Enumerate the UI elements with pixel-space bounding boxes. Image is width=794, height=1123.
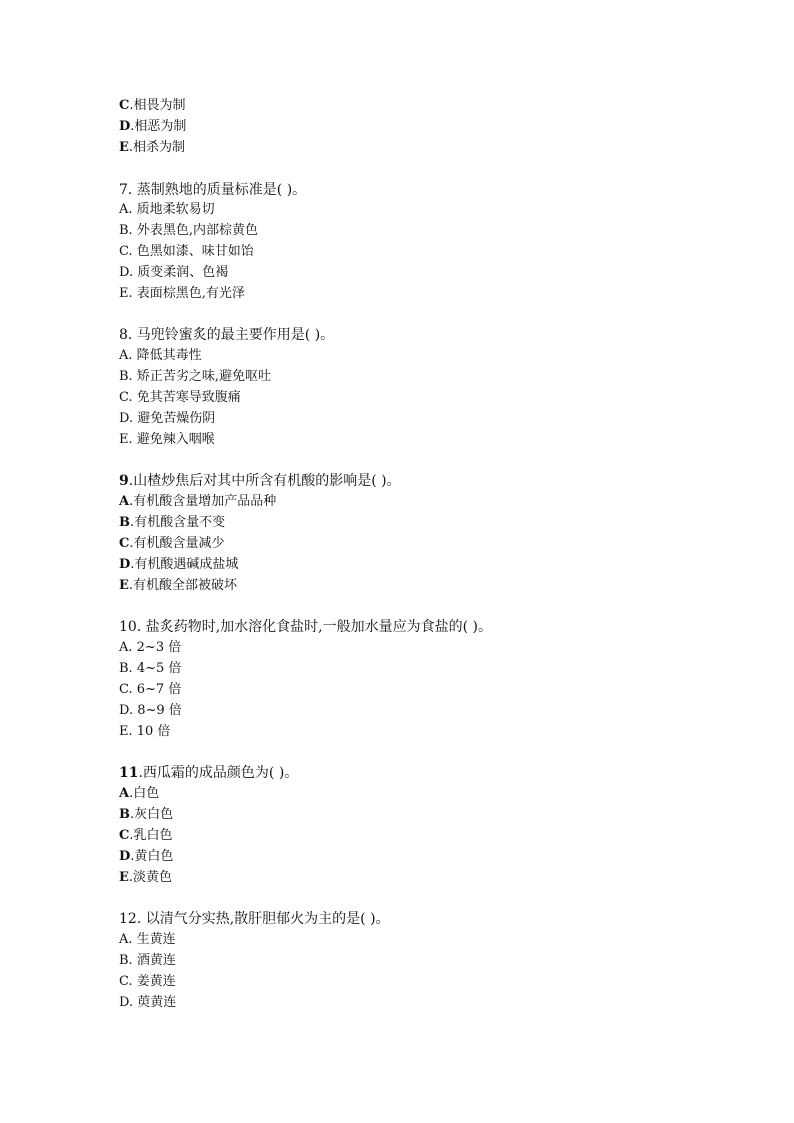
q7-option-e: E. 表面棕黑色,有光泽	[119, 286, 245, 301]
q6-option-e	[119, 138, 185, 158]
option-text: .有机酸含量增加产品品种	[129, 494, 277, 509]
option-text: .有机酸含量减少	[129, 536, 225, 551]
q11-option-c	[119, 826, 173, 846]
q10-option-a: A. 2~3 倍	[119, 640, 182, 655]
q11-option-e	[119, 868, 172, 888]
option-letter: A	[119, 786, 130, 801]
q6-option-d	[119, 117, 186, 137]
option-letter: C	[119, 98, 130, 113]
q12-option-a: A. 生黄连	[119, 932, 176, 947]
option-text: .有机酸全部被破坏	[128, 578, 238, 593]
q7-option-b: B. 外表黑色,内部棕黄色	[119, 223, 258, 238]
q10-option-c: C. 6~7 倍	[119, 682, 182, 697]
q8-option-c: C. 免其苦寒导致腹痛	[119, 390, 241, 405]
q9-option-a	[119, 492, 276, 512]
q10-option-e: E. 10 倍	[119, 724, 171, 739]
q11-option-b	[119, 805, 173, 825]
q8-stem: 8. 马兜铃蜜炙的最主要作用是( )。	[119, 327, 335, 343]
option-letter: E	[119, 870, 129, 885]
q9-stem	[119, 471, 401, 491]
option-letter: E	[119, 140, 129, 155]
q8-option-d: D. 避免苦燥伤阴	[119, 411, 216, 426]
q8-option-b: B. 矫正苦劣之味,避免呕吐	[119, 369, 271, 384]
question-text: .西瓜霜的成品颜色为( )。	[138, 765, 299, 781]
option-letter: B	[119, 807, 130, 822]
q11-stem	[119, 763, 298, 783]
option-text: .白色	[129, 786, 160, 801]
option-letter: D	[119, 119, 131, 134]
q12-option-c: C. 姜黄连	[119, 974, 176, 989]
q8-option-a: A. 降低其毒性	[119, 348, 202, 363]
q10-option-d: D. 8~9 倍	[119, 703, 182, 718]
q7-option-d: D. 质变柔润、色褐	[119, 265, 229, 280]
q9-option-d	[119, 555, 238, 575]
q12-option-d: D. 萸黄连	[119, 995, 177, 1010]
option-text: .相恶为制	[130, 119, 187, 134]
option-letter: B	[119, 515, 130, 530]
q10-stem: 10. 盐炙药物时,加水溶化食盐时,一般加水量应为食盐的( )。	[119, 619, 492, 635]
q7-option-c: C. 色黑如漆、味甘如饴	[119, 244, 254, 259]
option-text: .黄白色	[130, 849, 174, 864]
option-text: .灰白色	[130, 807, 174, 822]
option-letter: C	[119, 536, 130, 551]
q7-option-a: A. 质地柔软易切	[119, 202, 215, 217]
q11-option-a	[119, 784, 159, 804]
option-letter: D	[119, 849, 131, 864]
option-text: .乳白色	[129, 828, 173, 843]
question-text: .山楂炒焦后对其中所含有机酸的影响是( )。	[128, 473, 401, 489]
option-letter: A	[119, 494, 130, 509]
q12-option-b: B. 酒黄连	[119, 953, 176, 968]
option-letter: E	[119, 578, 129, 593]
q6-option-c	[119, 96, 186, 116]
q9-option-b	[119, 513, 225, 533]
option-letter: C	[119, 828, 130, 843]
q9-option-c	[119, 534, 225, 554]
question-number: 11	[119, 765, 139, 781]
option-text: .淡黄色	[128, 870, 173, 885]
option-text: .相畏为制	[129, 98, 186, 113]
option-text: .有机酸含量不变	[130, 515, 226, 530]
q8-option-e: E. 避免辣入咽喉	[119, 432, 215, 447]
q7-stem: 7. 蒸制熟地的质量标准是( )。	[119, 182, 307, 198]
q12-stem: 12. 以清气分实热,散肝胆郁火为主的是( )。	[119, 911, 390, 927]
q11-option-d	[119, 847, 173, 867]
q9-option-e	[119, 576, 237, 596]
question-number: 9	[119, 473, 129, 489]
option-text: .相杀为制	[128, 140, 186, 155]
option-text: .有机酸遇碱成盐城	[130, 557, 239, 572]
option-letter: D	[119, 557, 131, 572]
q10-option-b: B. 4~5 倍	[119, 661, 182, 676]
